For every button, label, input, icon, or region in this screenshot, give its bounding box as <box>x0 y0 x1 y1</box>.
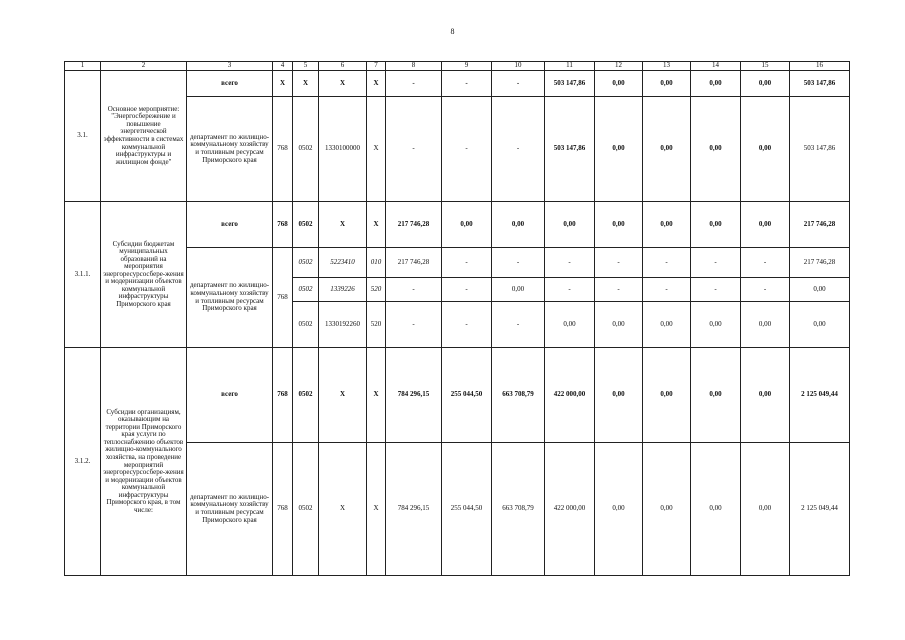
cell: 0502 <box>293 248 319 278</box>
row-number: 3.1. <box>65 71 101 202</box>
cell: 217 746,28 <box>386 248 442 278</box>
cell: 520 <box>367 302 386 348</box>
cell: 0,00 <box>691 443 741 576</box>
cell: - <box>545 248 595 278</box>
cell: - <box>691 248 741 278</box>
header-cell: 4 <box>273 62 293 71</box>
cell: 784 296,15 <box>386 443 442 576</box>
cell: 0502 <box>293 202 319 248</box>
budget-table <box>64 61 850 576</box>
cell: 0,00 <box>741 443 790 576</box>
cell: 5223410 <box>319 248 367 278</box>
cell: - <box>386 278 442 302</box>
header-cell: 3 <box>187 62 273 71</box>
header-cell: 14 <box>691 62 741 71</box>
cell: - <box>595 248 643 278</box>
cell: 0,00 <box>492 202 545 248</box>
cell: 0502 <box>293 302 319 348</box>
cell: 0,00 <box>545 202 595 248</box>
cell: 0,00 <box>691 97 741 202</box>
header-cell: 12 <box>595 62 643 71</box>
cell: 0502 <box>293 278 319 302</box>
cell: 217 746,28 <box>790 248 850 278</box>
cell: 0,00 <box>492 278 545 302</box>
row-title: Субсидии бюджетам муниципальных образований на мероприятия энергоресурсосбере-жения и модернизации объектов коммунальной инфраструктуры Приморского края <box>101 202 187 348</box>
header-cell: 2 <box>101 62 187 71</box>
cell: 0,00 <box>595 348 643 443</box>
cell: 0,00 <box>442 202 492 248</box>
cell: 0,00 <box>691 202 741 248</box>
table-row <box>65 348 850 443</box>
cell: - <box>741 278 790 302</box>
cell: 0,00 <box>595 71 643 97</box>
cell: X <box>367 71 386 97</box>
cell: X <box>367 97 386 202</box>
cell: 2 125 049,44 <box>790 348 850 443</box>
cell: - <box>492 97 545 202</box>
cell: - <box>386 71 442 97</box>
cell: X <box>319 443 367 576</box>
cell: 0,00 <box>790 302 850 348</box>
cell: 0,00 <box>741 202 790 248</box>
cell: 217 746,28 <box>386 202 442 248</box>
cell: 1339226 <box>319 278 367 302</box>
table-row <box>65 71 850 97</box>
cell: - <box>545 278 595 302</box>
cell: 520 <box>367 278 386 302</box>
header-cell: 6 <box>319 62 367 71</box>
cell: 503 147,86 <box>790 97 850 202</box>
cell: - <box>492 248 545 278</box>
cell: 0,00 <box>741 302 790 348</box>
cell: 422 000,00 <box>545 443 595 576</box>
page-number: 8 <box>450 27 455 36</box>
cell: 663 708,79 <box>492 443 545 576</box>
cell: 0,00 <box>545 302 595 348</box>
cell: - <box>643 248 691 278</box>
header-row <box>65 62 850 71</box>
cell: 0,00 <box>741 348 790 443</box>
cell: 0,00 <box>595 443 643 576</box>
cell: 0,00 <box>691 71 741 97</box>
table-row <box>65 202 850 248</box>
cell: всего <box>187 202 273 248</box>
cell: 0,00 <box>595 97 643 202</box>
row-number: 3.1.2. <box>65 348 101 576</box>
header-cell: 10 <box>492 62 545 71</box>
row-title: Субсидии организациям, оказывающим на территории Приморского края услуги по теплоснабжению объектов жилищно-коммунального хозяйства, на проведение мероприятий энергоресурсосбере-жения и модернизации объектов коммунальной инфраструктуры Приморского края, в том числе: <box>101 348 187 576</box>
cell: 0,00 <box>643 97 691 202</box>
cell: 0,00 <box>643 348 691 443</box>
cell: - <box>442 248 492 278</box>
cell: 0502 <box>293 443 319 576</box>
header-cell: 8 <box>386 62 442 71</box>
cell: X <box>367 202 386 248</box>
cell: - <box>442 278 492 302</box>
cell: 663 708,79 <box>492 348 545 443</box>
cell: - <box>386 97 442 202</box>
cell: 768 <box>273 248 293 348</box>
cell: X <box>367 348 386 443</box>
header-cell: 9 <box>442 62 492 71</box>
cell: всего <box>187 348 273 443</box>
cell: 768 <box>273 348 293 443</box>
cell: X <box>319 348 367 443</box>
cell: 0,00 <box>643 302 691 348</box>
cell: 0502 <box>293 348 319 443</box>
header-cell: 5 <box>293 62 319 71</box>
cell: X <box>293 71 319 97</box>
cell: 768 <box>273 202 293 248</box>
department-cell: департамент по жилищно-коммунальному хозяйству и топливным ресурсам Приморского края <box>187 443 273 576</box>
cell: - <box>595 278 643 302</box>
cell: - <box>741 248 790 278</box>
cell: 503 147,86 <box>545 71 595 97</box>
department-cell: департамент по жилищно-коммунальному хозяйству и топливным ресурсам Приморского края <box>187 97 273 202</box>
cell: X <box>273 71 293 97</box>
cell: 1330100000 <box>319 97 367 202</box>
cell: X <box>319 71 367 97</box>
cell: X <box>319 202 367 248</box>
cell: 0,00 <box>643 202 691 248</box>
cell: 0,00 <box>595 202 643 248</box>
cell: 784 296,15 <box>386 348 442 443</box>
cell: 2 125 049,44 <box>790 443 850 576</box>
header-cell: 7 <box>367 62 386 71</box>
cell: 1330192260 <box>319 302 367 348</box>
cell: 768 <box>273 443 293 576</box>
cell: 503 147,86 <box>545 97 595 202</box>
cell: 503 147,86 <box>790 71 850 97</box>
cell: 0,00 <box>595 302 643 348</box>
cell: - <box>442 302 492 348</box>
cell: 0,00 <box>643 71 691 97</box>
cell: - <box>442 71 492 97</box>
header-cell: 16 <box>790 62 850 71</box>
header-cell: 11 <box>545 62 595 71</box>
cell: 768 <box>273 97 293 202</box>
department-cell: департамент по жилищно-коммунальному хозяйству и топливным ресурсам Приморского края <box>187 248 273 348</box>
cell: 217 746,28 <box>790 202 850 248</box>
cell: 422 000,00 <box>545 348 595 443</box>
cell: 255 044,50 <box>442 443 492 576</box>
cell: 0502 <box>293 97 319 202</box>
header-cell: 15 <box>741 62 790 71</box>
cell: - <box>442 97 492 202</box>
row-title: Основное мероприятие: "Энергосбережение и повышение энергетической эффективности в системах коммунальной инфраструктуры и жилищном фонде" <box>101 71 187 202</box>
cell: 255 044,50 <box>442 348 492 443</box>
cell: - <box>643 278 691 302</box>
cell: - <box>386 302 442 348</box>
cell: 0,00 <box>741 71 790 97</box>
row-number: 3.1.1. <box>65 202 101 348</box>
cell: 0,00 <box>691 348 741 443</box>
header-cell: 13 <box>643 62 691 71</box>
cell: X <box>367 443 386 576</box>
cell: всего <box>187 71 273 97</box>
cell: 0,00 <box>643 443 691 576</box>
cell: 0,00 <box>741 97 790 202</box>
cell: - <box>492 71 545 97</box>
cell: - <box>492 302 545 348</box>
cell: 0,00 <box>790 278 850 302</box>
cell: 0,00 <box>691 302 741 348</box>
cell: - <box>691 278 741 302</box>
cell: 010 <box>367 248 386 278</box>
header-cell: 1 <box>65 62 101 71</box>
